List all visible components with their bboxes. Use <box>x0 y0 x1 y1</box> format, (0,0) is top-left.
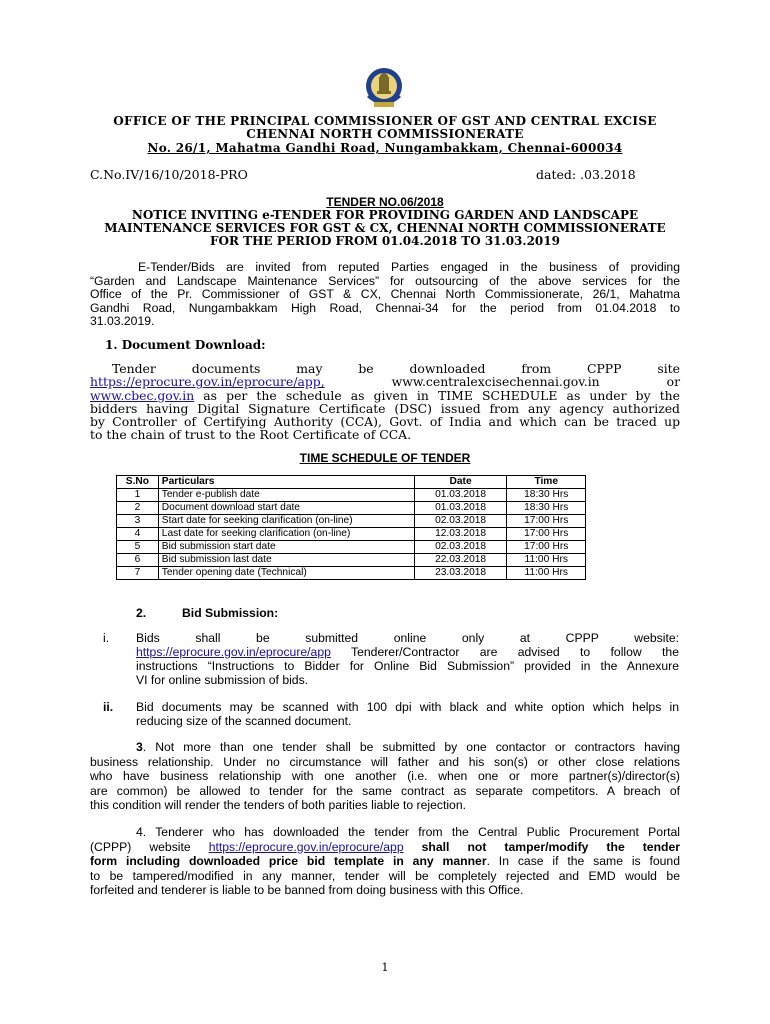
table-row <box>117 489 586 502</box>
header-particulars: Particulars <box>158 476 414 489</box>
eprocure-link[interactable]: https://eprocure.gov.in/eprocure/app <box>136 645 331 659</box>
cell-time: 18:30 Hrs <box>507 489 586 502</box>
cell-date: 01.03.2018 <box>414 489 507 502</box>
tender-title-line2: MAINTENANCE SERVICES FOR GST & CX, CHENNAI NORTH COMMISSIONERATE <box>104 221 666 235</box>
header-date: Date <box>414 476 507 489</box>
cell-time: 18:30 Hrs <box>507 502 586 515</box>
table-row <box>117 554 586 567</box>
file-number: C.No.IV/16/10/2018-PRO <box>90 167 248 182</box>
cell-time: 11:00 Hrs <box>507 554 586 567</box>
cell-time: 11:00 Hrs <box>507 567 586 580</box>
intro-paragraph <box>90 261 680 329</box>
item-i-label: i. <box>103 631 110 645</box>
tender-title-line1: NOTICE INVITING e-TENDER FOR PROVIDING GARDEN AND LANDSCAPE <box>131 208 639 222</box>
cell-sno: 6 <box>117 554 159 567</box>
header-sno: S.No <box>117 476 159 489</box>
cell-particulars: Document download start date <box>158 502 414 515</box>
section4-text: . In case if the same is found <box>486 854 680 869</box>
header-time: Time <box>507 476 586 489</box>
item-ii-line: Bid documents may be scanned with 100 dpi with black and white option which helps in <box>136 700 679 714</box>
section1-line <box>90 375 680 388</box>
intro-line: E-Tender/Bids are invited from reputed Parties engaged in the business of providing <box>138 260 680 274</box>
time-schedule-table <box>116 475 586 580</box>
cell-date: 12.03.2018 <box>414 528 507 541</box>
cell-date: 22.03.2018 <box>414 554 507 567</box>
cbec-link[interactable]: www.cbec.gov.in <box>90 387 195 403</box>
cell-sno: 3 <box>117 515 159 528</box>
section1-line: to the chain of trust to the Root Certificate of CCA. <box>90 427 412 443</box>
section1-line: by Controller of Certifying Authority (CCA), Govt. of India and which can be traced up <box>90 414 680 430</box>
cell-sno: 4 <box>117 528 159 541</box>
table-row <box>117 567 586 580</box>
section3-line: business relationship. Under no circumstance will father and his son(s) or other close relations <box>90 754 680 769</box>
section3-line: this condition will render the tenders of both parities liable to rejection. <box>90 798 466 813</box>
section4-line <box>90 840 680 855</box>
cell-date: 02.03.2018 <box>414 541 507 554</box>
commissionerate-heading: CHENNAI NORTH COMMISSIONERATE <box>246 127 524 141</box>
eprocure-link-2[interactable]: https://eprocure.gov.in/eprocure/app <box>208 839 404 854</box>
cppp-link[interactable]: https://eprocure.gov.in/eprocure/app, <box>90 374 325 390</box>
section1-line: Tender documents may be downloaded from CPPP site <box>112 361 680 376</box>
intro-line: “Garden and Landscape Maintenance Services” for outsourcing of the above services for the <box>90 273 680 288</box>
cell-particulars: Tender e-publish date <box>158 489 414 502</box>
item-i-line: instructions “Instructions to Bidder for Online Bid Submission” provided in the Annexure <box>136 659 679 673</box>
cell-sno: 5 <box>117 541 159 554</box>
cell-particulars: Last date for seeking clarification (on-line) <box>158 528 414 541</box>
table-row <box>117 541 586 554</box>
table-row <box>117 502 586 515</box>
state-emblem-icon <box>364 66 404 110</box>
item-i-body <box>136 631 679 687</box>
section3-line <box>90 740 680 755</box>
or-word: or <box>666 374 680 390</box>
section4-bold: form including downloaded price bid template in any manner <box>90 854 487 869</box>
item-ii-line: reducing size of the scanned document. <box>136 714 352 728</box>
item-ii-label: ii. <box>103 700 114 714</box>
section1-line: bidders having Digital Signature Certificate (DSC) issued from any agency authorized <box>90 400 680 416</box>
table-row <box>117 528 586 541</box>
section4-bold: shall not tamper/modify the tender <box>403 839 680 854</box>
cell-time: 17:00 Hrs <box>507 541 586 554</box>
item-i-text: Tenderer/Contractor are advised to follow the <box>330 645 679 659</box>
intro-line: Office of the Pr. Commissioner of GST & CX, Chennai North Commissionerate, 26/1, Mahatma <box>90 287 680 302</box>
bid-submission-number: 2. <box>136 606 147 620</box>
cell-date: 23.03.2018 <box>414 567 507 580</box>
cell-date: 01.03.2018 <box>414 502 507 515</box>
tender-number: TENDER NO.06/2018 <box>326 195 444 209</box>
section3-text: . Not more than one tender shall be submitted by one contactor or contractors having <box>142 740 680 754</box>
cell-time: 17:00 Hrs <box>507 528 586 541</box>
table-row <box>117 515 586 528</box>
item-i-line <box>136 645 679 659</box>
section4-line: to be tampered/modified in any manner, tender will be completely rejected and EMD would be <box>90 868 680 883</box>
item-i-line: VI for online submission of bids. <box>136 673 309 687</box>
intro-line: 31.03.2019. <box>90 314 155 329</box>
section4-text: (CPPP) website <box>90 839 209 854</box>
schedule-title: TIME SCHEDULE OF TENDER <box>299 451 471 465</box>
section4-line: forfeited and tenderer is liable to be banned from doing business with this Office. <box>90 883 524 898</box>
cell-particulars: Bid submission last date <box>158 554 414 567</box>
cell-particulars: Bid submission start date <box>158 541 414 554</box>
section4-line <box>90 854 680 869</box>
cell-sno: 7 <box>117 567 159 580</box>
cell-particulars: Start date for seeking clarification (on-line) <box>158 515 414 528</box>
tender-title-line3: FOR THE PERIOD FROM 01.04.2018 TO 31.03.2019 <box>210 234 560 248</box>
cell-date: 02.03.2018 <box>414 515 507 528</box>
section1-line <box>90 389 680 402</box>
centralexcise-site: www.centralexcisechennai.gov.in <box>391 374 600 390</box>
item-ii-body <box>136 700 679 728</box>
cell-particulars: Tender opening date (Technical) <box>158 567 414 580</box>
bid-submission-heading: Bid Submission: <box>182 606 279 620</box>
cell-sno: 2 <box>117 502 159 515</box>
page-number: 1 <box>381 961 389 974</box>
office-heading: OFFICE OF THE PRINCIPAL COMMISSIONER OF GST AND CENTRAL EXCISE <box>113 114 657 128</box>
section4-paragraph <box>90 825 680 898</box>
section3-paragraph <box>90 740 680 813</box>
table-header-row <box>117 476 586 489</box>
dated-field: dated: .03.2018 <box>536 167 636 182</box>
section4-line: 4. Tenderer who has downloaded the tender from the Central Public Procurement Portal <box>136 825 680 839</box>
document-download-heading: 1. Document Download: <box>105 338 266 352</box>
section3-number: 3 <box>136 740 143 754</box>
document-download-paragraph <box>90 362 680 442</box>
section3-line: who have business relationship with one another (i.e. when one or more partner(s)/director(s) <box>90 769 680 784</box>
section3-line: are common) be allowed to tender for the same contract as separate competitors. A breach of <box>90 783 680 798</box>
cell-sno: 1 <box>117 489 159 502</box>
cell-time: 17:00 Hrs <box>507 515 586 528</box>
item-i-line: Bids shall be submitted online only at CPPP website: <box>136 631 679 645</box>
intro-line: Gandhi Road, Nungambakkam High Road, Chennai-34 for the period from 01.04.2018 to <box>90 300 680 315</box>
section1-text: as per the schedule as given in TIME SCHEDULE as under by the <box>194 387 680 403</box>
office-address: No. 26/1, Mahatma Gandhi Road, Nungambakkam, Chennai-600034 <box>147 141 623 155</box>
